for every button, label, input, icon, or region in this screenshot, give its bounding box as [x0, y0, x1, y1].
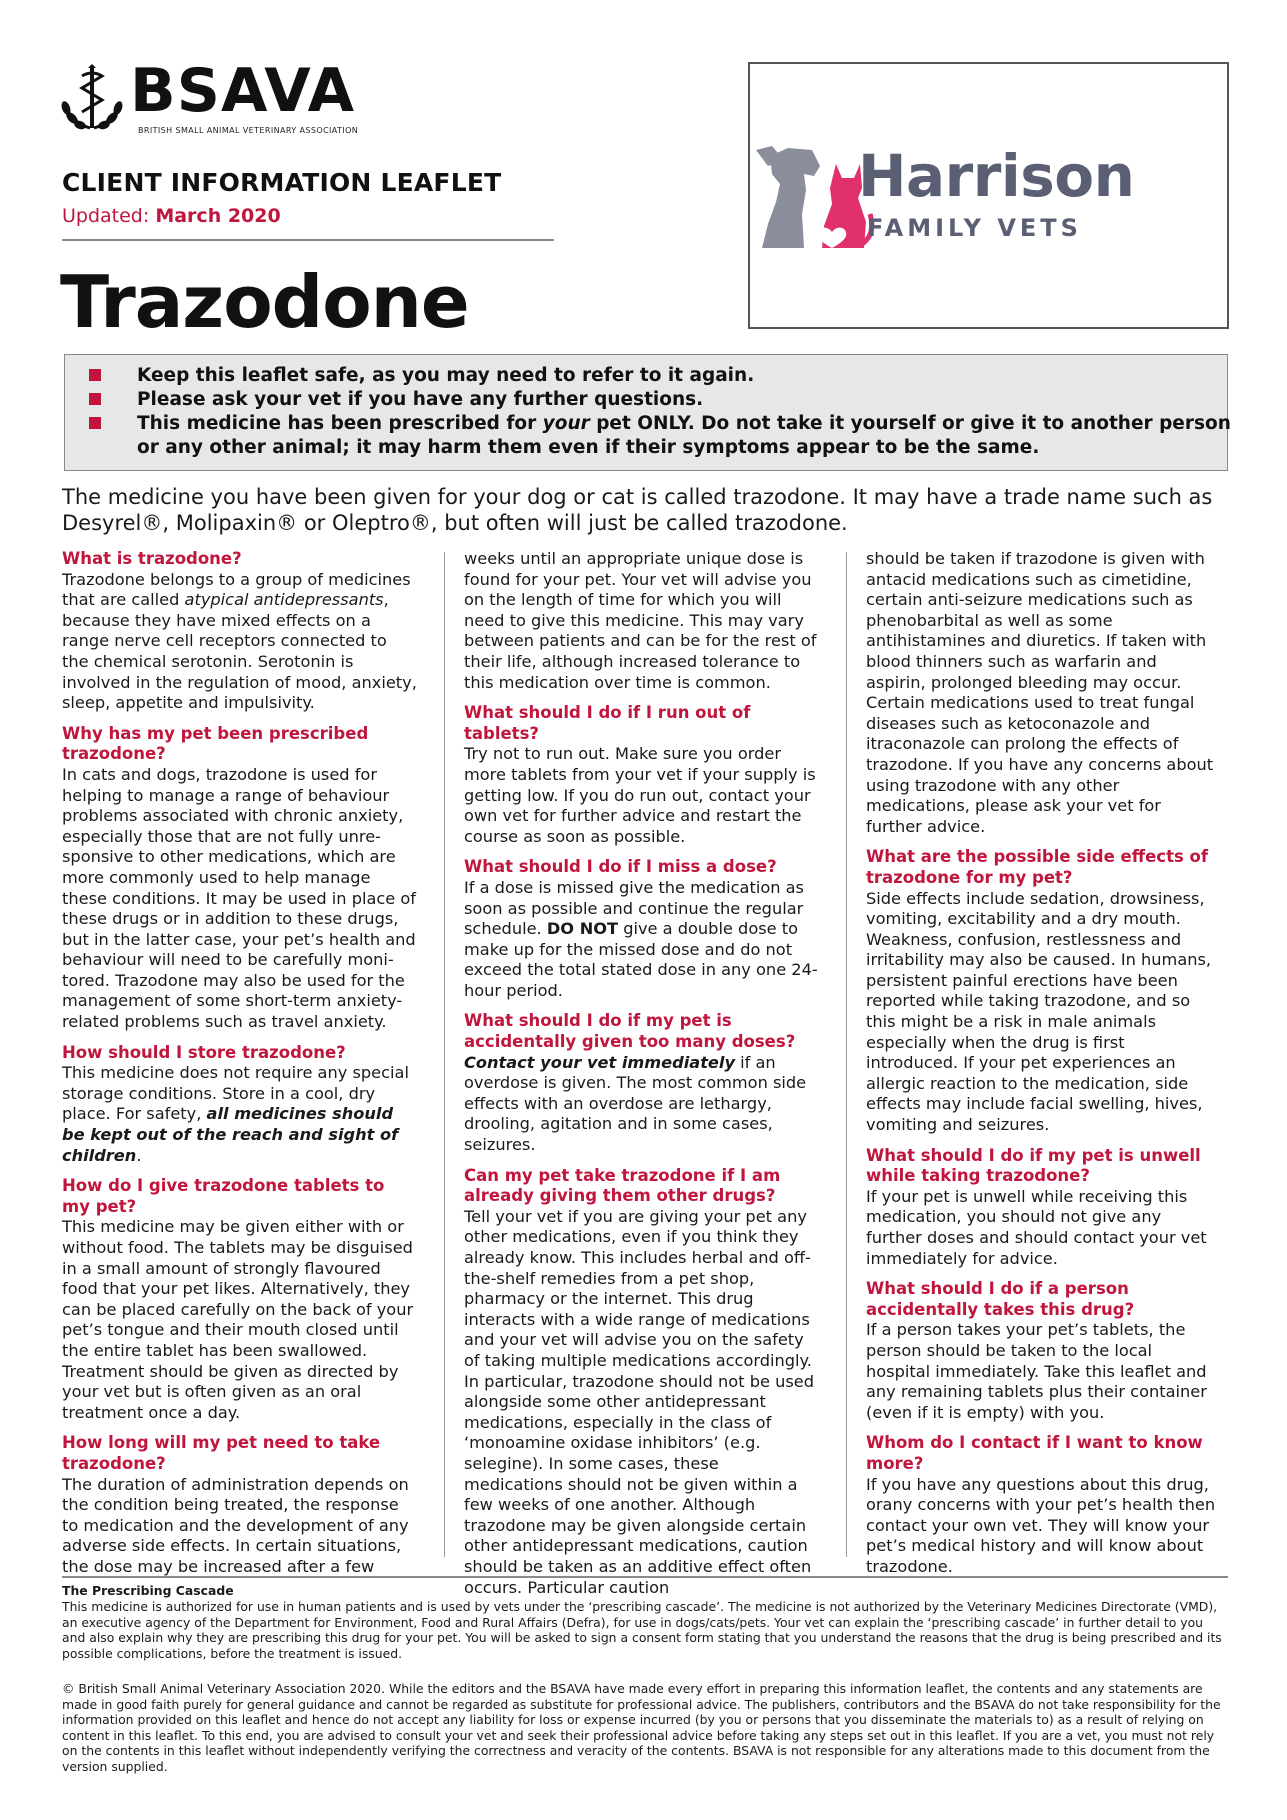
section-body: If a person takes your pet’s tablets, the person should be taken to the local hospital immediately. Take this leaflet and any remaining tablets plus their container (even if it is empty) with you.: [866, 1320, 1207, 1422]
updated-date: March 2020: [155, 205, 281, 227]
section-body: This medicine may be given either with or without food. The tablets may be disguised in a small amount of strongly flavoured food that your pet likes. Alternatively, they can be placed carefully on the back of your pet’s tongue and their mouth closed until the entire tablet has been swallowed. Treatment should be given as directed by your vet but is often given as an oral treatment once a day.: [62, 1217, 414, 1422]
copyright-disclaimer: © British Small Animal Veterinary Association 2020. While the editors and the BSAVA have made every effort in preparing this information leaflet, the contents and any statements are made in good faith purely for general guidance and cannot be regarded as substitute for professional advice. The publishers, contributors and the BSAVA do not take responsibility for the information provided on this leaflet and hence do not accept any liability for loss or expense incurred (by you or persons that you disseminate the materials to) as a result of relying on content in this leaflet. To this end, you are advised to consult your vet and seek their professional advice before taking any steps set out in this leaflet. If you are a vet, you must not rely on the contents in this leaflet without independently verifying the correctness and veracity of the contents. BSAVA is not responsible for any alterations made to this document from the version supplied.: [62, 1681, 1221, 1774]
section-body-continued: should be taken if trazodone is given with antacid medications such as cimetidine, certain anti-seizure medications such as phenobarbital as well as some antihistamines and diuretics. If taken with blood thinners such as warfarin and aspirin, prolonged bleeding may occur. Certain medications used to treat fungal diseases such as ketoconazole and itraconazole can prolong the effects of trazodone. If you have any concerns about using trazodone with any other medications, please ask your vet for further advice.: [866, 549, 1214, 836]
section-heading: How should I store trazodone?: [62, 1042, 346, 1062]
section-body: Tell your vet if you are giving your pet any other medications, even if you think they already know. This includes herbal and off-the-shelf remedies from a pet shop, pharmacy or the internet. This drug interacts with a wide range of medications and your vet will advise you on the safety of taking multiple medications accordingly. In particular, trazodone should not be used alongside some other antidepressant medications, especially in the class of ‘monoamine oxidase inhibitors’ (e.g. selegine). In some cases, these medications should not be given within a few weeks of one another. Although trazodone may be given alongside certain other antidepressant medications, caution should be taken as an additive effect often occurs. Particular caution: [464, 1206, 814, 1597]
section-body: Try not to run out. Make sure you order more tablets from your vet if your supply is getting low. If you do run out, contact your own vet for further advice and restart the course as soon as possible.: [464, 744, 816, 846]
cascade-heading: The Prescribing Cascade: [62, 1583, 234, 1598]
section-body: This medicine does not require any special storage conditions. Store in a cool, dry place. For safety, all medicines should be kept out of the reach and sight of children.: [62, 1063, 409, 1165]
leaflet-label: CLIENT INFORMATION LEAFLET: [62, 168, 502, 197]
section-heading: How do I give trazodone tablets to my pet?: [62, 1176, 385, 1216]
section-heading: What are the possible side effects of trazodone for my pet?: [866, 847, 1209, 887]
section-heading: What should I do if I miss a dose?: [464, 857, 777, 877]
column-divider: [846, 552, 847, 1557]
section-heading: What should I do if I run out of tablets?: [464, 703, 751, 743]
section-heading: How long will my pet need to take trazodone?: [62, 1433, 381, 1473]
section-heading: What should I do if my pet is unwell while taking trazodone?: [866, 1145, 1201, 1186]
section-body: Contact your vet immediately if an overdose is given. The most common side effects with an overdose are lethargy, drooling, agitation and in some cases, seizures.: [464, 1052, 807, 1155]
section-body-continued: weeks until an appropriate unique dose is found for your pet. Your vet will advise you on the length of time for which you will need to give this medicine. This may vary between patients and can be for the rest of their life, although increased tolerance to this medication over time is common.: [464, 549, 817, 692]
section-body: The duration of administration depends on the condition being treated, the response to medication and the development of any adverse side effects. In certain situations, the dose may be increased after a few: [62, 1474, 409, 1576]
section-body: If your pet is unwell while receiving this medication, you should not give any further doses and should contact your vet immediately for advice.: [866, 1186, 1207, 1268]
column-3: [866, 549, 1221, 1588]
section-body: Side effects include sedation, drowsiness, vomiting, excitability and a dry mouth. Weakness, confusion, restlessness and irritability may also be caused. In humans, persistent painful erections have been reported while taking trazodone, and so this might be a risk in male animals especially when the drug is first introduced. If your pet experiences an allergic reaction to the medication, side effects may include facial swelling, hives, vomiting and seizures.: [866, 888, 1212, 1135]
section-body: Trazodone belongs to a group of medicines that are called atypical antidepressants, because they have mixed effects on a range nerve cell receptors connected to the chemical serotonin. Serotonin is involved in the regulation of mood, anxiety, sleep, appetite and impulsivity.: [62, 569, 417, 713]
column-2: [464, 549, 819, 1608]
section-heading: Why has my pet been prescribed trazodone?: [62, 723, 369, 764]
bsava-logo: [58, 58, 378, 138]
section-body: In cats and dogs, trazodone is used for helping to manage a range of behaviour problems associated with chronic anxiety, especially those that are not fully unre-sponsive to other medications, which are more commonly used to help manage these conditions. It may be used in place of these drugs or in addition to these drugs, but in the latter case, your pet’s health and behaviour will need to be carefully moni-tored. Trazodone may also be used for the management of some short-term anxiety-related problems such as travel anxiety.: [62, 764, 417, 1032]
updated-label: Updated:: [62, 205, 150, 227]
practice-logo-box: [748, 62, 1229, 329]
page-title: Trazodone: [60, 260, 469, 344]
bsava-wordmark: BSAVA: [130, 56, 356, 126]
cascade-text: This medicine is authorized for use in human patients and is used by vets under the ‘prescribing cascade’. The medicine is not authorized by the Veterinary Medicines Directorate (VMD), an executive agency of the Department for Environment, Food and Rural Affairs (Defra), for use in dogs/cats/pets. Your vet can explain the ‘prescribing cascade’ in further detail to you and also explain why they are prescribing this drug for your pet. You will be asked to sign a consent form stating that you understand the reasons that the drug is being prescribed and its possible complications, before the treatment is issued.: [62, 1599, 1222, 1661]
bullet-square-icon: [89, 417, 101, 429]
column-1: [62, 549, 417, 1588]
section-heading: What is trazodone?: [62, 549, 242, 568]
practice-subtitle: FAMILY VETS: [867, 214, 1082, 242]
column-divider: [444, 552, 445, 1557]
footer-divider: [62, 1576, 1228, 1578]
section-body: If you have any questions about this drug, orany concerns with your pet’s health then contact your own vet. They will know your pet’s medical history and will know about trazodone.: [866, 1474, 1216, 1576]
updated-line: [62, 205, 281, 227]
practice-name: Harrison: [858, 142, 1135, 210]
intro-paragraph: The medicine you have been given for your dog or cat is called trazodone. It may have a trade name such as Desyrel®, Molipaxin® or Oleptro®, but often will just be called trazodone.: [62, 485, 1213, 535]
safety-notice-box: Keep this leaflet safe, as you may need to refer to it again. Please ask your vet if you have any further questions. This medicine has been prescribed for your pet ONLY. Do not take it yourself or give it to another person or any other animal; it may harm them even if their symptoms appear to be the same.: [64, 354, 1228, 471]
section-heading: What should I do if my pet is accidentally given too many doses?: [464, 1011, 796, 1052]
bsava-fullname: BRITISH SMALL ANIMAL VETERINARY ASSOCIATION: [138, 126, 359, 135]
caduceus-wreath-icon: [58, 62, 126, 134]
section-heading: Whom do I contact if I want to know more?: [866, 1433, 1203, 1473]
bullet-square-icon: [89, 393, 101, 405]
section-heading: Can my pet take trazodone if I am already giving them other drugs?: [464, 1165, 781, 1206]
bullet-square-icon: [89, 369, 101, 381]
section-heading: What should I do if a person accidentally takes this drug?: [866, 1279, 1135, 1319]
section-body: If a dose is missed give the medication as soon as possible and continue the regular schedule. DO NOT give a double dose to make up for the missed dose and do not exceed the total stated dose in any one 24-hour period.: [464, 877, 818, 1000]
header-divider: [62, 239, 554, 241]
